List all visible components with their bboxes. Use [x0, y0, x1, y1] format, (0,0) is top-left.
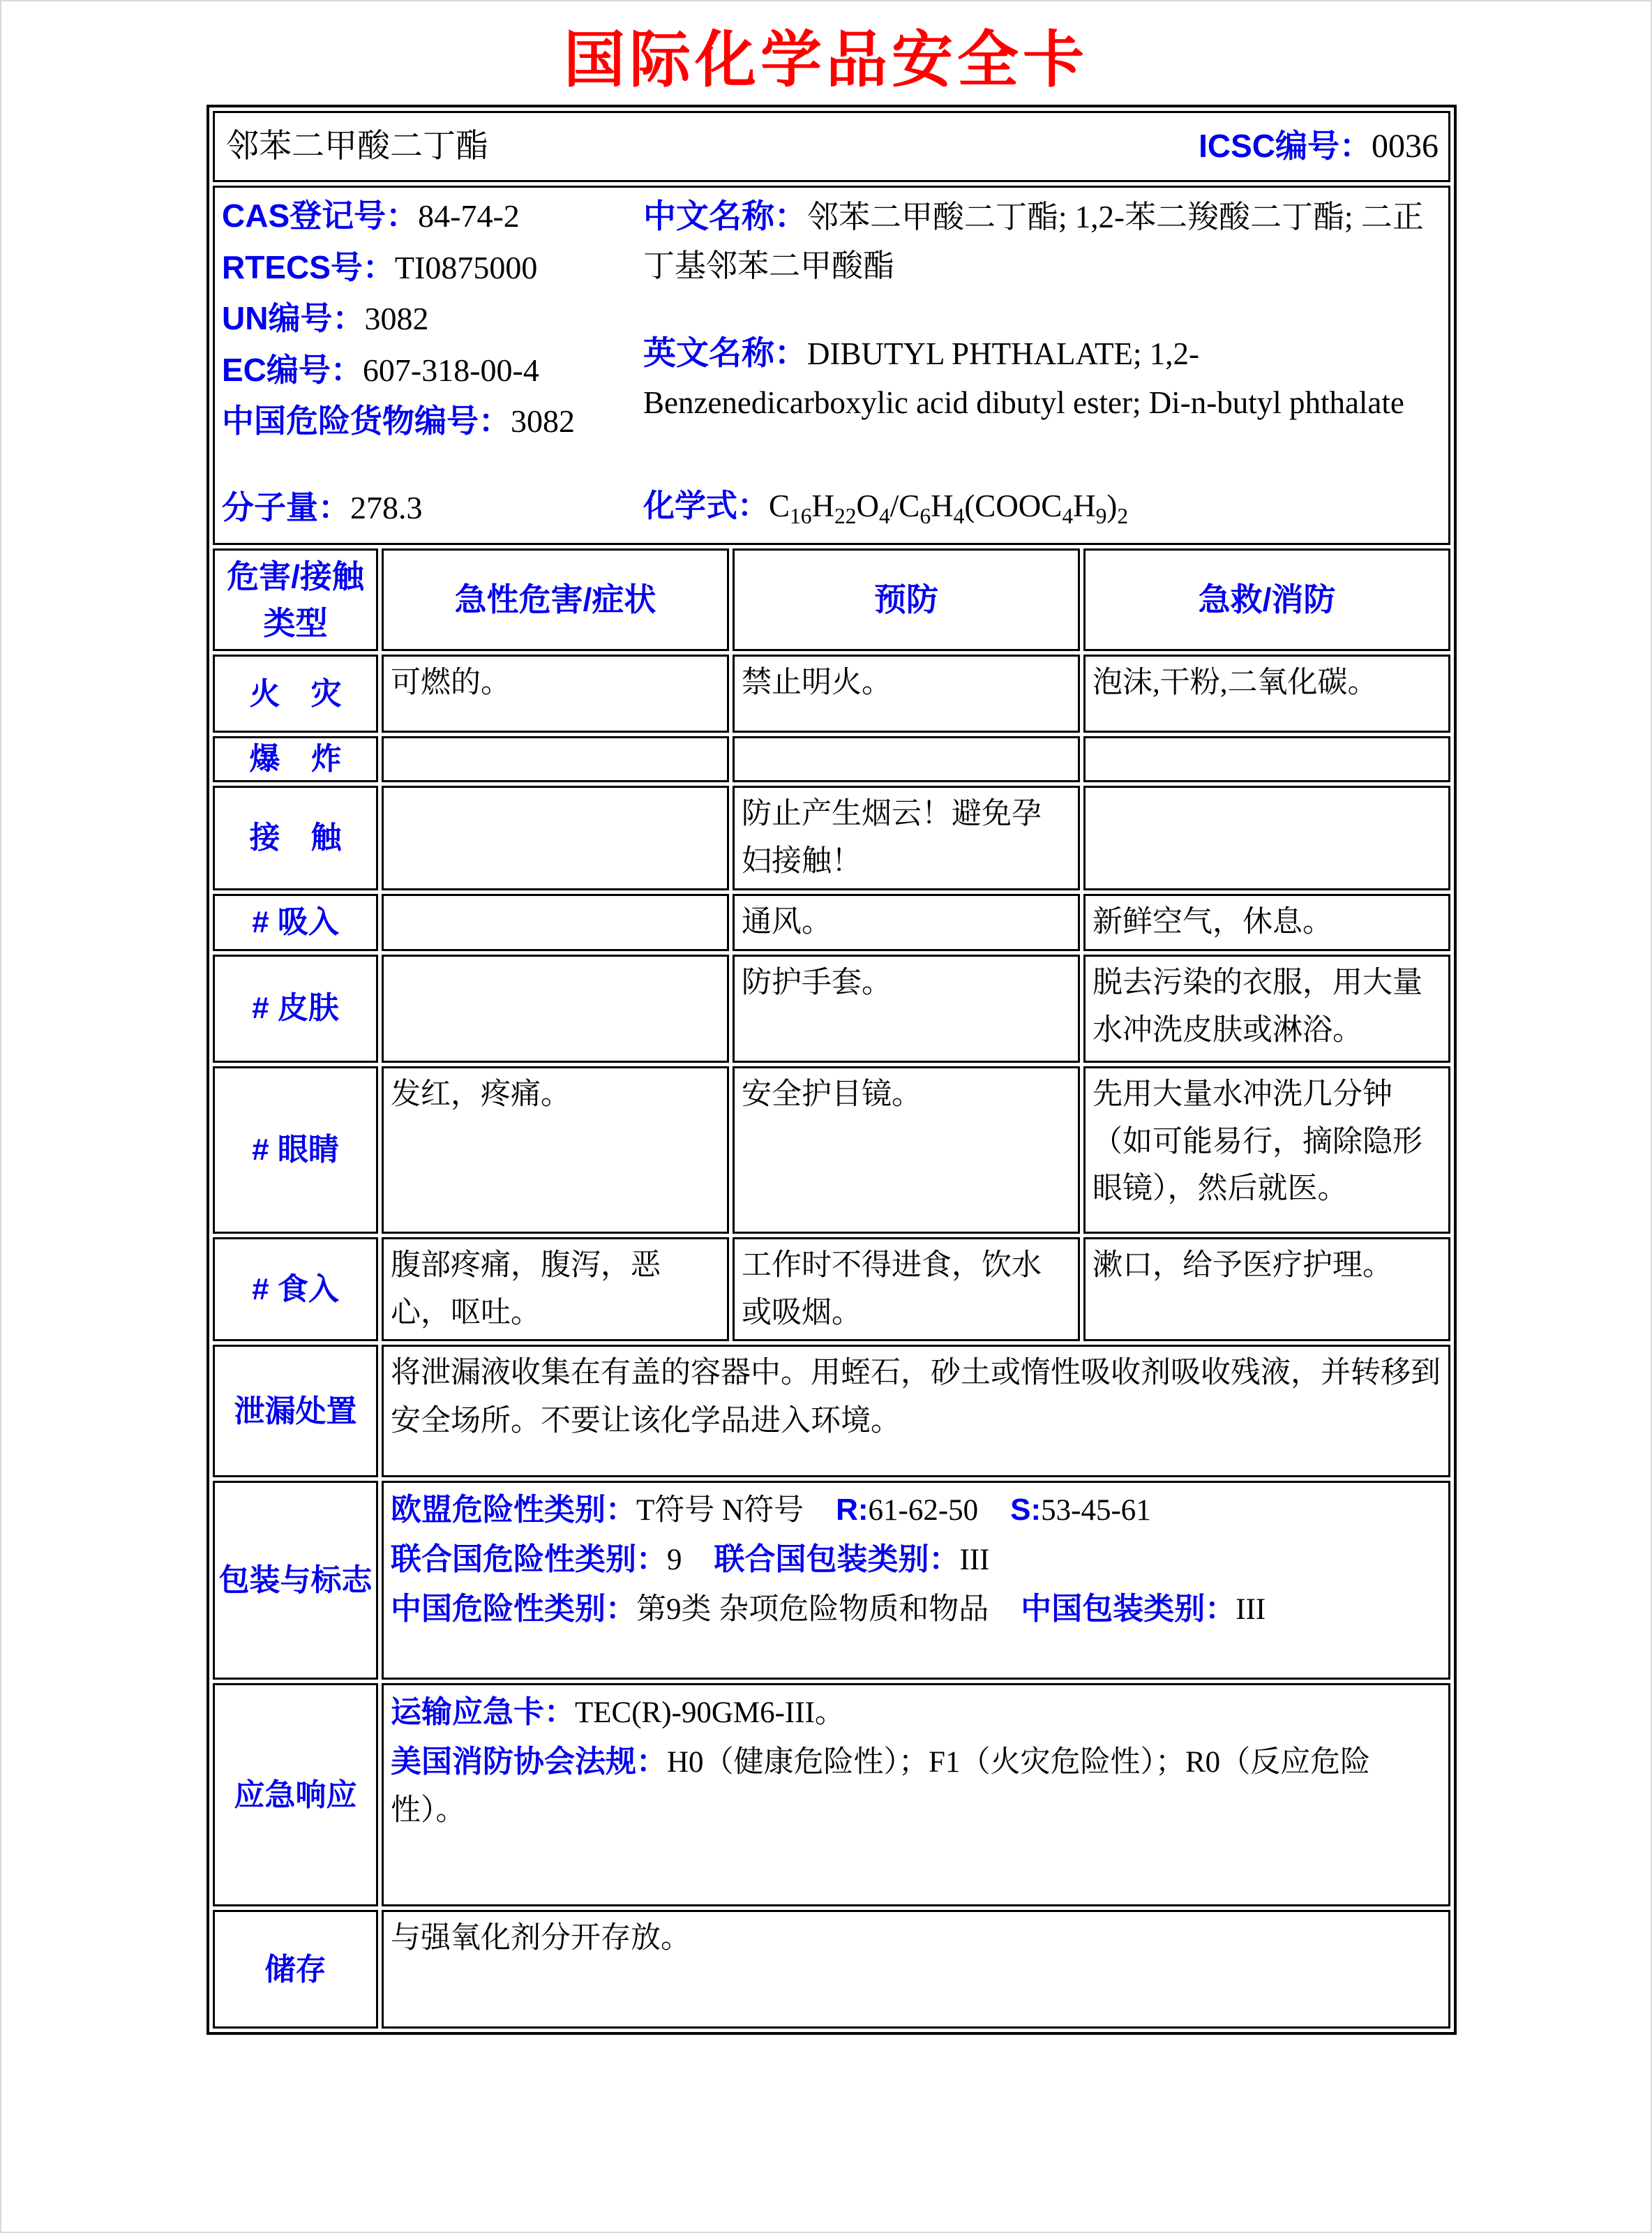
hazard-prevention-cell: 防止产生烟云！避免孕妇接触！ [733, 786, 1080, 890]
identifier-list [222, 191, 640, 538]
document-title: 国际化学品安全卡 [563, 25, 1088, 94]
identifier-value: 607-318-00-4 [362, 352, 539, 388]
hazard-type-label: # 眼睛 [213, 1066, 378, 1234]
section-field-label: 美国消防协会法规： [391, 1745, 667, 1779]
card-header-cell [213, 111, 1450, 182]
identifier-value: 3082 [364, 301, 429, 337]
hazard-response-cell: 漱口，给予医疗护理。 [1083, 1237, 1450, 1342]
safety-card-table [206, 105, 1457, 2035]
storage-label: 储存 [213, 1910, 378, 2029]
hazard-response-cell: 泡沫,干粉,二氧化碳。 [1083, 655, 1450, 733]
spill-disposal-label: 泄漏处置 [213, 1345, 378, 1477]
section-line [391, 1486, 1441, 1535]
section-field-label: 中国危险性类别： [391, 1592, 636, 1627]
icsc-number-label: ICSC编号： [1199, 128, 1372, 165]
molecular-weight-label: 分子量： [222, 489, 350, 526]
identifier-label: CAS登记号： [222, 197, 419, 234]
section-field-value: 61-62-50 [868, 1494, 979, 1528]
section-line [391, 1915, 1441, 1963]
section-field-value: H0（健康危险性）；F1（火灾危险性）；R0（反应危险性）。 [391, 1746, 1371, 1828]
identifier-label: 中国危险货物编号： [222, 403, 511, 440]
card-header-row [213, 111, 1450, 182]
packaging-labelling-label: 包装与标志 [213, 1481, 378, 1680]
section-field-value: III [1236, 1593, 1266, 1627]
hazard-type-label: # 食入 [213, 1237, 378, 1342]
identifier-line [222, 191, 640, 242]
section-line [391, 1738, 1441, 1835]
hazard-symptoms-cell [382, 955, 729, 1063]
chemical-formula-label: 化学式： [643, 488, 769, 524]
hazard-header-row [213, 548, 1450, 651]
section-line [391, 1350, 1441, 1446]
english-name-value: DIBUTYL PHTHALATE; 1,2-Benzenedicarboxylic acid dibutyl ester; Di-n-butyl phthalate [643, 336, 1404, 420]
hazard-row [213, 894, 1450, 951]
hazard-rows [213, 655, 1450, 1341]
icsc-number-value: 0036 [1372, 128, 1439, 165]
section-field-label: R: [836, 1493, 869, 1528]
hazard-symptoms-cell [382, 894, 729, 951]
hazard-symptoms-cell [382, 736, 729, 782]
section-field-label: 联合国包装类别： [714, 1542, 960, 1577]
hazard-type-label: 接 触 [213, 786, 378, 890]
identification-cell [213, 186, 1450, 545]
chemical-formula-line [643, 481, 1441, 538]
hazard-prevention-cell: 安全护目镜。 [733, 1066, 1080, 1234]
chinese-name-label: 中文名称： [643, 197, 807, 234]
hazard-response-cell: 先用大量水冲洗几分钟（如可能易行，摘除隐形眼镜），然后就医。 [1083, 1066, 1450, 1234]
hazard-row [213, 655, 1450, 733]
hazard-symptoms-cell: 腹部疼痛，腹泻，恶心，呕吐。 [382, 1237, 729, 1342]
spill-disposal-content [382, 1345, 1450, 1477]
section-field-value: 9 [667, 1544, 682, 1577]
section-field-value: III [959, 1544, 990, 1577]
section-field-label: 欧盟危险性类别： [391, 1493, 636, 1528]
chemical-formula: $C_{16}H_{22}O_4/C_6H_4(COOC_4H_9)_2$ [769, 488, 1129, 529]
hazard-row [213, 736, 1450, 782]
identifier-value: TI0875000 [394, 249, 538, 285]
hazard-response-cell: 脱去污染的衣服，用大量水冲洗皮肤或淋浴。 [1083, 955, 1450, 1063]
hazard-header-type: 危害/接触类型 [213, 548, 378, 651]
identifier-value: 3082 [511, 403, 575, 440]
identifier-line [222, 242, 640, 294]
chinese-name-value: 邻苯二甲酸二丁酯; 1,2-苯二羧酸二丁酯; 二正丁基邻苯二甲酸酯 [643, 200, 1424, 284]
hazard-type-label: 爆 炸 [213, 736, 378, 782]
hazard-row [213, 955, 1450, 1063]
names-column [640, 191, 1441, 538]
hazard-header-symptoms: 急性危害/症状 [382, 548, 729, 651]
section-line [391, 1585, 1441, 1634]
section-field-value: 与强氧化剂分开存放。 [391, 1922, 691, 1955]
hazard-symptoms-cell: 可燃的。 [382, 655, 729, 733]
section-field-value: 第9类 杂项危险物质和物品 [636, 1593, 989, 1627]
hazard-prevention-cell: 通风。 [733, 894, 1080, 951]
section-field-label: 联合国危险性类别： [391, 1542, 667, 1577]
hazard-row [213, 1066, 1450, 1234]
hazard-response-cell [1083, 786, 1450, 890]
packaging-labelling-content [382, 1481, 1450, 1680]
identification-row [213, 186, 1450, 545]
identifier-line [222, 396, 640, 447]
section-field-value: 53-45-61 [1041, 1494, 1151, 1528]
substance-name: 邻苯二甲酸二丁酯 [226, 128, 488, 165]
english-names [643, 327, 1441, 428]
hazard-row [213, 1237, 1450, 1342]
section-field-label: S: [1010, 1493, 1042, 1528]
section-field-value: T符号 N符号 [636, 1494, 804, 1528]
identifier-line [222, 293, 640, 345]
spill-disposal-row [213, 1345, 1450, 1477]
hazard-type-label: # 皮肤 [213, 955, 378, 1063]
hazard-symptoms-cell [382, 786, 729, 890]
packaging-labelling-row [213, 1481, 1450, 1680]
identifier-line [222, 345, 640, 396]
molecular-weight-value: 278.3 [350, 490, 423, 526]
storage-row [213, 1910, 1450, 2029]
hazard-prevention-cell: 禁止明火。 [733, 655, 1080, 733]
english-name-label: 英文名称： [643, 334, 807, 371]
hazard-type-label: # 吸入 [213, 894, 378, 951]
identifier-label: UN编号： [222, 300, 365, 337]
section-field-value: 将泄漏液收集在有盖的容器中。用蛭石，砂土或惰性吸收剂吸收残液，并转移到安全场所。不要让该化学品进入环境。 [391, 1357, 1441, 1438]
hazard-prevention-cell: 防护手套。 [733, 955, 1080, 1063]
emergency-response-row [213, 1683, 1450, 1906]
hazard-symptoms-cell: 发红，疼痛。 [382, 1066, 729, 1234]
icsc-number-group [1199, 120, 1441, 173]
identifier-label: EC编号： [222, 351, 363, 388]
chinese-names [643, 191, 1441, 291]
section-field-label: 运输应急卡： [391, 1695, 575, 1730]
hazard-prevention-cell [733, 736, 1080, 782]
hazard-prevention-cell: 工作时不得进食，饮水或吸烟。 [733, 1237, 1080, 1342]
hazard-response-cell: 新鲜空气，休息。 [1083, 894, 1450, 951]
hazard-row [213, 786, 1450, 890]
section-field-value: TEC(R)-90GM6-III。 [575, 1696, 845, 1730]
emergency-response-content [382, 1683, 1450, 1906]
section-field-label: 中国包装类别： [1021, 1592, 1236, 1627]
hazard-response-cell [1083, 736, 1450, 782]
section-line [391, 1535, 1441, 1585]
identifier-value: 84-74-2 [418, 198, 520, 234]
emergency-response-label: 应急响应 [213, 1683, 378, 1906]
identifier-label: RTECS号： [222, 248, 395, 285]
hazard-header-prevention: 预防 [733, 548, 1080, 651]
storage-content [382, 1910, 1450, 2029]
molecular-weight-line [222, 482, 640, 538]
section-line [391, 1688, 1441, 1738]
hazard-header-response: 急救/消防 [1083, 548, 1450, 651]
hazard-type-label: 火 灾 [213, 655, 378, 733]
